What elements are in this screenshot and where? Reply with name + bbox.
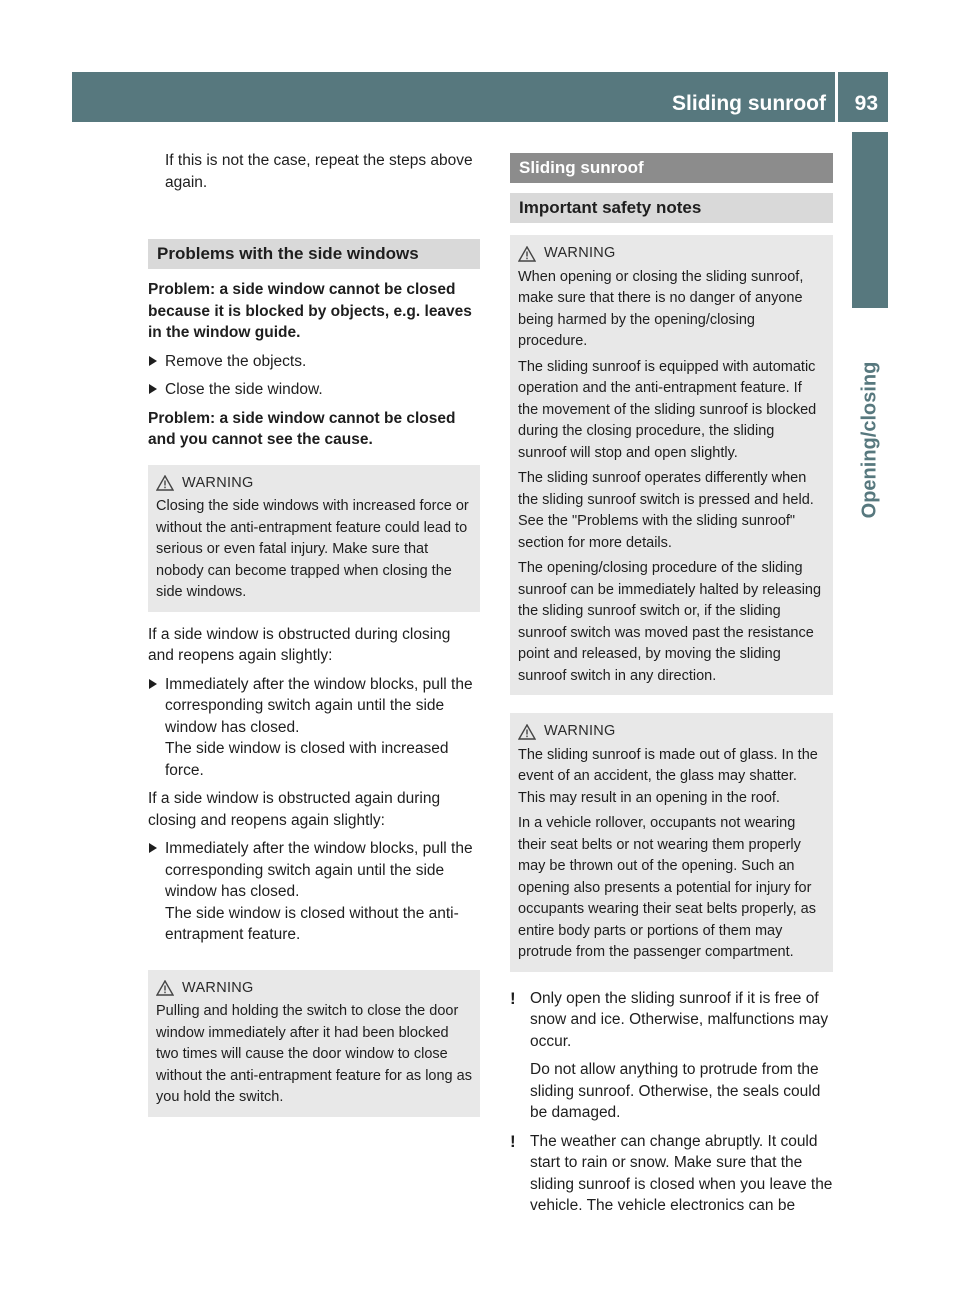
warning-title: WARNING [544,723,616,739]
warning-triangle-icon [518,246,536,262]
step-arrow-icon [149,356,157,366]
warning-header [156,473,472,495]
paragraph: If a side window is obstructed during closing and reopens again slightly: [148,625,451,664]
warning-triangle-icon [518,724,536,740]
warning-text: In a vehicle rollover, occupants not wearing their seat belts or not wearing them properly may be thrown out of the opening. Such an opening also presents a potential for injury for occupants wearing their seat belts properly, as entire body parts or portions of them may protrude from the passenger compartment. [518,815,816,960]
header-bar [72,72,888,122]
warning-triangle-icon [156,475,174,491]
warning-text: The sliding sunroof is made out of glass. In the event of an accident, the glass may shatter. This may result in an opening in the roof. [518,746,818,806]
step-item [148,838,480,946]
warning-text: Closing the side windows with increased force or without the anti-entrapment feature could lead to serious or even fatal injury. Make sure that nobody can become trapped when closing the side windows. [156,498,469,600]
header-separator [835,72,838,122]
warning-text: The sliding sunroof is equipped with automatic operation and the anti-entrapment feature. If the movement of the sliding sunroof is blocked during the closing procedure, the sliding sunroof will stop and open slightly. [518,358,817,461]
note-text: Do not allow anything to protrude from the sliding sunroof. Otherwise, the seals could be damaged. [530,1061,821,1121]
problem-heading: Problem: a side window cannot be closed because it is blocked by objects, e.g. leaves in the window guide. [148,281,472,341]
step-text: Immediately after the window blocks, pull the corresponding switch again until the side window has closed. [165,840,473,900]
warning-triangle-icon [156,980,174,996]
warning-text: The opening/closing procedure of the sliding sunroof can be immediately halted by releasing the sliding sunroof switch or, if the sliding sunroof switch was moved past the resistance point and released, by moving the sliding sunroof switch in any direction. [518,560,822,684]
page-number: 93 [854,92,878,115]
step-arrow-icon [149,384,157,394]
warning-title: WARNING [182,474,254,491]
warning-box [148,970,480,1117]
warning-box [148,465,480,612]
step-item [148,379,480,401]
right-column [510,153,833,1224]
subsection-heading: Important safety notes [510,193,833,223]
step-result: The side window is closed with increased force. [165,740,449,779]
chapter-label: Opening/closing [858,361,881,519]
step-text: Remove the objects. [165,352,307,370]
warning-header [518,243,825,265]
warning-header [518,721,825,743]
warning-text: Pulling and holding the switch to close the door window immediately after it had been blocked two times will cause the door window to close without the anti-entrapment feature for as long as you hold the switch. [156,1003,472,1105]
step-text: Immediately after the window blocks, pull the corresponding switch again until the side window has closed. [165,675,473,736]
intro-text: If this is not the case, repeat the steps above again. [165,152,473,191]
note-text: Only open the sliding sunroof if it is free of snow and ice. Otherwise, malfunctions may occur. [530,989,829,1050]
note-item [510,1131,833,1217]
step-arrow-icon [149,843,157,853]
warning-title: WARNING [182,979,254,996]
step-text: Close the side window. [165,381,323,398]
exclamation-icon: ! [510,1131,516,1151]
warning-text: When opening or closing the sliding sunroof, make sure that there is no danger of anyone being harmed by the opening/closing procedure. [518,268,804,349]
warning-text: The sliding sunroof operates differently when the sliding sunroof switch is pressed and held. See the "Problems with the sliding sunroof" section for more details. [518,470,814,551]
warning-title: WARNING [544,245,616,261]
left-column [148,150,480,1129]
section-heading: Problems with the side windows [148,239,480,269]
problem-heading: Problem: a side window cannot be closed and you cannot see the cause. [148,409,456,448]
step-item [148,351,480,373]
section-heading: Sliding sunroof [510,153,833,183]
side-tab [852,132,888,308]
warning-header [156,978,472,1000]
warning-box [510,713,833,972]
warning-box [510,235,833,695]
note-text: The weather can change abruptly. It could start to rain or snow. Make sure that the sliding sunroof is closed when you leave the vehicle. The vehicle electronics can be [530,1132,833,1214]
exclamation-icon: ! [510,988,516,1008]
note-item [510,988,833,1124]
step-result: The side window is closed without the anti-entrapment feature. [165,904,459,943]
step-item [148,674,480,782]
header-title: Sliding sunroof [672,92,826,115]
step-arrow-icon [149,679,157,689]
paragraph: If a side window is obstructed again during closing and reopens again slightly: [148,790,441,829]
